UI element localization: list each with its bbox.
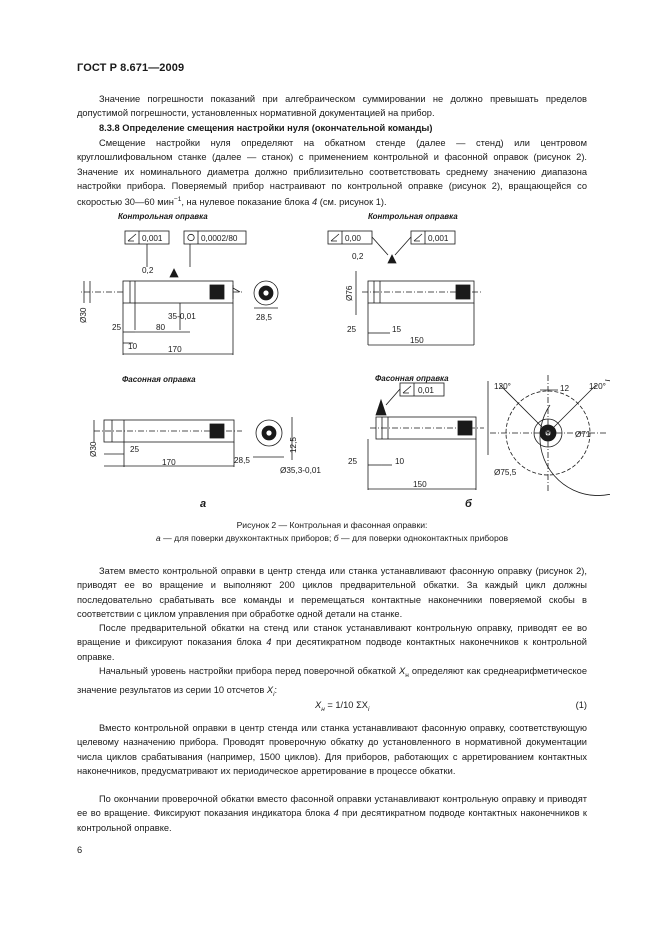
svg-text:25: 25 (348, 457, 358, 466)
document-header: ГОСТ Р 8.671—2009 (77, 62, 185, 74)
svg-text:12: 12 (560, 384, 570, 393)
svg-text:15: 15 (392, 325, 402, 334)
svg-text:170: 170 (168, 345, 182, 354)
paragraph-after-preliminary: После предварительной обкатки на стенд или станок устанавливают контрольную оправку, приводят ее во вращение и фиксируют показания блока 4 при десятикратном подводе контактных наконечников к контрольной оправке. (77, 623, 587, 662)
svg-text:25: 25 (347, 325, 357, 334)
page-number: 6 (77, 845, 83, 855)
figure-label-b: б (465, 498, 472, 510)
svg-text:150: 150 (413, 480, 427, 489)
paragraph-initial-level: Начальный уровень настройки прибора перед поверочной обкаткой $X_н$ определяют как среднеарифметическое значение результатов из серии 10 отсчетов $X_i$: (77, 666, 587, 699)
svg-text:150: 150 (410, 336, 424, 345)
svg-text:0,001: 0,001 (142, 234, 163, 243)
paragraph-error-limit: Значение погрешности показаний при алгебраическом суммировании не должно превышать пределов допустимой погрешности, установленных нормативной документацией на прибор. (77, 94, 587, 119)
svg-text:25: 25 (130, 445, 140, 454)
figure-label-a: а (200, 498, 207, 510)
svg-text:10: 10 (128, 342, 138, 351)
svg-text:120°: 120° (589, 382, 606, 391)
paragraph-preliminary-rollin: Затем вместо контрольной оправки в центр стенда или станка устанавливают фасонную оправку (рисунок 2), приводят ее во вращение и выполняют 200 циклов предварительной обкатки. За каждый цикл должны последовательно срабатывать все команды и перемещаться контактные наконечники поверяемой скобы в соответствии с циклом управления при обработке одной детали на станке. (77, 566, 587, 619)
control-mandrel-label-b: Контрольная оправка (368, 212, 458, 221)
paragraph-zero-offset: Смещение настройки нуля определяют на обкатном стенде (далее — стенд) или центровом круглошлифовальном станке (далее — станок) с применением контрольной и фасонной оправок (рисунок 2). Значение их номинального диаметра должно приблизительно соответствовать среднему значению диапазона настройки прибора. Поверяемый прибор настраивают по контрольной оправке (рисунок 2), вращающейся со скоростью 30—60 мин$^{-1}$, на нулевое показание блока 4 (см. рисунок 1). (77, 138, 587, 208)
figure-caption-title: Рисунок 2 — Контрольная и фасонная оправки: (236, 520, 428, 530)
svg-text:Ø30: Ø30 (79, 307, 88, 323)
svg-text:35-0,01: 35-0,01 (168, 312, 196, 321)
svg-text:Ø35,3-0,01: Ø35,3-0,01 (280, 466, 321, 475)
figure-caption (77, 519, 587, 544)
svg-text:0,00: 0,00 (345, 234, 361, 243)
section-heading: 8.3.8 Определение смещения настройки нуля (окончательной команды) (99, 123, 433, 133)
figure-caption-legend: а — для поверки двухконтактных приборов; б — для поверки одноконтактных приборов (155, 532, 509, 543)
svg-text:12,5: 12,5 (289, 437, 298, 453)
control-mandrel-label-a: Контрольная оправка (118, 212, 208, 221)
paragraph-shaped-mandrel: Вместо контрольной оправки в центр стенда или станка устанавливают фасонную оправку, соответствующую целевому назначению прибора. Проводят проверочную обкатку до установленного в нормативной документации числа циклов срабатывания (например, 1500 циклов). Для приборов, работающих с арретированием контактных наконечников, предусматривают их периодическое арретирование в процессе обкатки. (77, 723, 587, 776)
svg-text:0,01: 0,01 (418, 386, 434, 395)
svg-text:0,2: 0,2 (142, 266, 154, 275)
svg-text:28,5: 28,5 (256, 313, 272, 322)
formula-number: (1) (575, 700, 587, 710)
figure-2-drawing (70, 205, 610, 515)
svg-text:Ø71: Ø71 (575, 430, 591, 439)
svg-text:Ø30: Ø30 (89, 441, 98, 457)
svg-text:28,5: 28,5 (234, 456, 250, 465)
svg-text:Ø75,5: Ø75,5 (494, 468, 517, 477)
svg-text:10: 10 (395, 457, 405, 466)
svg-text:Ø76: Ø76 (345, 285, 354, 301)
svg-text:25: 25 (112, 323, 122, 332)
svg-text:80: 80 (156, 323, 166, 332)
svg-text:0,0002/80: 0,0002/80 (201, 234, 238, 243)
shaped-mandrel-label-b: Фасонная оправка (375, 374, 449, 383)
svg-text:170: 170 (162, 458, 176, 467)
svg-text:0,001: 0,001 (428, 234, 449, 243)
paragraph-final-check: По окончании проверочной обкатки вместо фасонной оправки устанавливают контрольную оправку и приводят ее во вращение. Фиксируют показания индикатора блока 4 при десятикратном подводе контактных наконечников к контрольной оправке. (77, 794, 587, 833)
svg-text:0,2: 0,2 (352, 252, 364, 261)
shaped-mandrel-label-a: Фасонная оправка (122, 375, 196, 384)
svg-text:120°: 120° (494, 382, 511, 391)
